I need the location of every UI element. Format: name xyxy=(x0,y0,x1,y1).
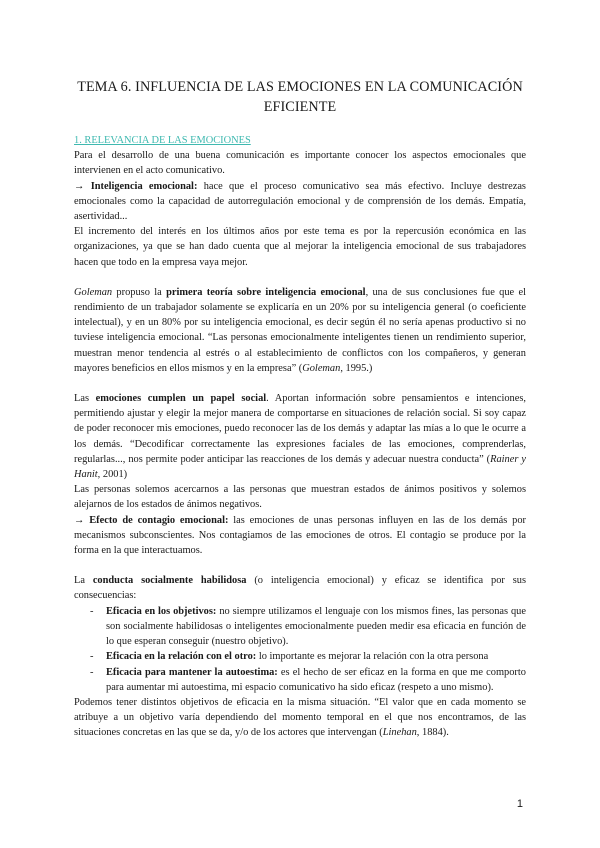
spacer xyxy=(74,558,526,573)
paragraph-emotional-intelligence: → Inteligencia emocional: hace que el proceso comunicativo sea más efectivo. Incluye destrezas emocionales como la capacidad de autorregulación emocional y de comprensión de los demás. Empatía, asertividad... xyxy=(74,180,526,223)
spacer xyxy=(74,376,526,391)
paragraph-intro: Para el desarrollo de una buena comunicación es importante conocer los aspectos emocionales que intervienen en el acto comunicativo. xyxy=(74,150,526,177)
list-item: - Eficacia en los objetivos: no siempre utilizamos el lenguaje con los mismos fines, las personas que son socialmente habilidosas o inteligentes emocionalmente pueden medir esa eficacia en función de lo que esperan conseguir (nuestro objetivo). xyxy=(90,605,526,648)
dash-bullet: - xyxy=(90,666,94,678)
term-skillful-behavior: conducta socialmente habilidosa xyxy=(92,575,247,587)
page-title: TEMA 6. INFLUENCIA DE LAS EMOCIONES EN LA COMUNICACIÓN EFICIENTE xyxy=(77,79,523,115)
paragraph-goleman: Goleman propuso la primera teoría sobre inteligencia emocional, una de sus conclusiones fue que el rendimiento de un trabajador solamente se explicaría en un 20% por su inteligencia general (o coeficiente intelectual), y en un 80% por su inteligencia emocional, es decir según él no sería apenas productivo si no tuviese inteligencia emocional. “Las personas emocionalmente inteligentes tienen un rendimiento superior, muestran menor tendencia al estrés o al establecimiento de conflictos con los compañeros, y generan mayores beneficios en ellos mismos y en la empresa” (Goleman, 1995.) xyxy=(74,286,526,374)
term-contagion: Efecto de contagio emocional: xyxy=(89,514,229,526)
paragraph-objectives: Podemos tener distintos objetivos de eficacia en la misma situación. “El valor que en cada momento se atribuye a un objetivo varía dependiendo del momento temporal en el que nos encontramos, de las situaciones concretas en las que se da, y/o de los actores que intervengan (Linehan, 1884). xyxy=(74,696,526,739)
paragraph-skillful-behavior: La conducta socialmente habilidosa (o inteligencia emocional) y eficaz se identifica por sus consecuencias: xyxy=(74,575,526,602)
dash-bullet: - xyxy=(90,605,94,617)
paragraph-interest-growth: El incremento del interés en los últimos años por este tema es por la repercusión económica en las organizaciones, ya que se han dado cuenta que al mejorar la inteligencia emocional de sus trabajadores hacen que todo en la empresa vaya mejor. xyxy=(74,226,526,268)
paragraph-contagion: → Efecto de contagio emocional: las emociones de unas personas influyen en las de los demás por mecanismos subconscientes. Nos contagiamos de las emociones de otros. El contagio se produce por la forma en la que interactuamos. xyxy=(74,514,526,557)
term-emotional-intelligence: Inteligencia emocional: xyxy=(90,180,198,192)
spacer xyxy=(74,270,526,285)
arrow-icon: → xyxy=(74,514,85,526)
page-number: 1 xyxy=(516,798,523,810)
efficacy-list xyxy=(74,604,526,695)
document-body xyxy=(74,133,526,741)
term-first-theory: primera teoría sobre inteligencia emocional xyxy=(166,286,366,298)
list-item: - Eficacia en la relación con el otro: lo importante es mejorar la relación con la otra persona xyxy=(74,649,526,664)
dash-bullet: - xyxy=(90,651,94,663)
term-social-role: emociones cumplen un papel social xyxy=(95,393,267,405)
section-heading: 1. RELEVANCIA DE LAS EMOCIONES xyxy=(74,135,251,146)
paragraph-mood-attraction: Las personas solemos acercarnos a las personas que muestran estados de ánimos positivos y solemos alejarnos de los estados de ánimos negativos. xyxy=(74,484,526,511)
arrow-icon: → xyxy=(74,180,85,192)
paragraph-social-role: Las emociones cumplen un papel social. Aportan información sobre pensamientos e intenciones, permitiendo ajustar y elegir la mejor manera de comportarse en situaciones de relación social. Si soy capaz de poder reconocer mis emociones, puedo reconocer las de los demás y adaptar las mías a lo que le ocurre a los demás. “Decodificar correctamente las expresiones faciales de las emociones, comprenderlas, regularlas..., nos permite poder anticipar las reacciones de los demás y adecuar nuestra conducta” (Rainer y Hanit, 2001) xyxy=(74,393,526,481)
list-item: - Eficacia para mantener la autoestima: es el hecho de ser eficaz en la forma en que me comporto para aumentar mi autoestima, mi espacio comunicativo ha sido eficaz (respeto a uno mismo). xyxy=(90,666,526,693)
